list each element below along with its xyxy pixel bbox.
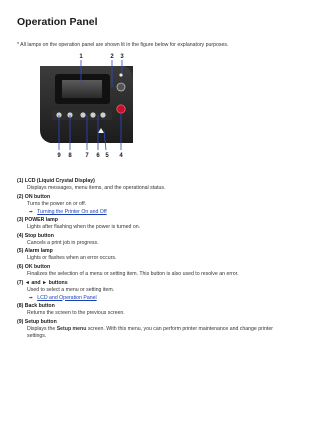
explanatory-note: * All lamps on the operation panel are shown lit in the figure below for explanatory purposes. [17,42,229,48]
item-heading: (1) LCD (Liquid Crystal Display) [17,178,95,184]
item-description: Used to select a menu or setting item. [27,286,115,293]
left-button-icon [80,112,85,117]
callout-6: 6 [96,153,100,159]
callout-4: 4 [119,153,123,159]
desc-pre: Displays the [27,325,57,332]
link-row [29,294,287,302]
item-alarm-lamp [17,248,287,262]
item-power-lamp [17,217,287,231]
item-heading: (2) ON button [17,193,51,200]
lcd-screen [62,80,102,98]
item-description: Returns the screen to the previous screen. [27,310,125,317]
item-heading: (4) Stop button [17,232,54,239]
item-description: Lights or flashes when an error occurs. [27,255,117,262]
stop-button-icon [117,105,125,113]
callout-2: 2 [110,54,114,60]
callout-1: 1 [79,54,83,60]
callout-9: 9 [57,153,61,159]
arrow-right-icon: ➡ [29,208,33,214]
page-title: Operation Panel [17,16,98,28]
operation-panel-figure [0,0,300,170]
item-description: Cancels a print job in progress. [27,239,99,246]
item-on-button [17,194,287,216]
item-description: Lights after flashing when the power is turned on. [27,224,141,231]
callout-5: 5 [105,153,109,159]
item-back-button [17,303,287,317]
item-heading: (5) Alarm lamp [17,248,53,255]
item-ok-button [17,264,287,278]
item-heading: (6) OK button [17,263,51,270]
right-button-icon [100,112,105,117]
item-heading: (3) POWER lamp [17,217,58,224]
item-heading: (9) Setup button [17,318,57,325]
callout-7: 7 [85,153,89,159]
turning-printer-on-off-link[interactable]: Turning the Printer On and Off [37,208,107,215]
item-stop-button [17,233,287,247]
setup-menu-bold: Setup menu [56,325,87,332]
item-setup-button [17,319,287,340]
item-heading: (8) Back button [17,303,55,310]
item-description [27,326,287,340]
on-button-icon [117,83,125,91]
item-heading: (7) ◄ and ► buttons [17,279,68,286]
lcd-and-operation-panel-link[interactable]: LCD and Operation Panel [37,294,97,301]
link-row [29,208,287,216]
callout-8: 8 [68,153,72,159]
definition-list [17,178,287,341]
callout-3: 3 [120,54,124,60]
arrow-right-icon: ➡ [29,294,33,300]
desc-post: screen. With this menu, you can perform printer maintenance and change printer settings. [27,325,273,339]
item-description: Turns the power on or off. [27,200,87,207]
item-arrow-buttons [17,280,287,302]
item-description: Finalizes the selection of a menu or setting item. This button is also used to resolve an error. [27,270,239,277]
item-description: Displays messages, menu items, and the operational status. [27,185,166,191]
item-lcd [17,178,287,192]
ok-button-icon [90,112,95,117]
